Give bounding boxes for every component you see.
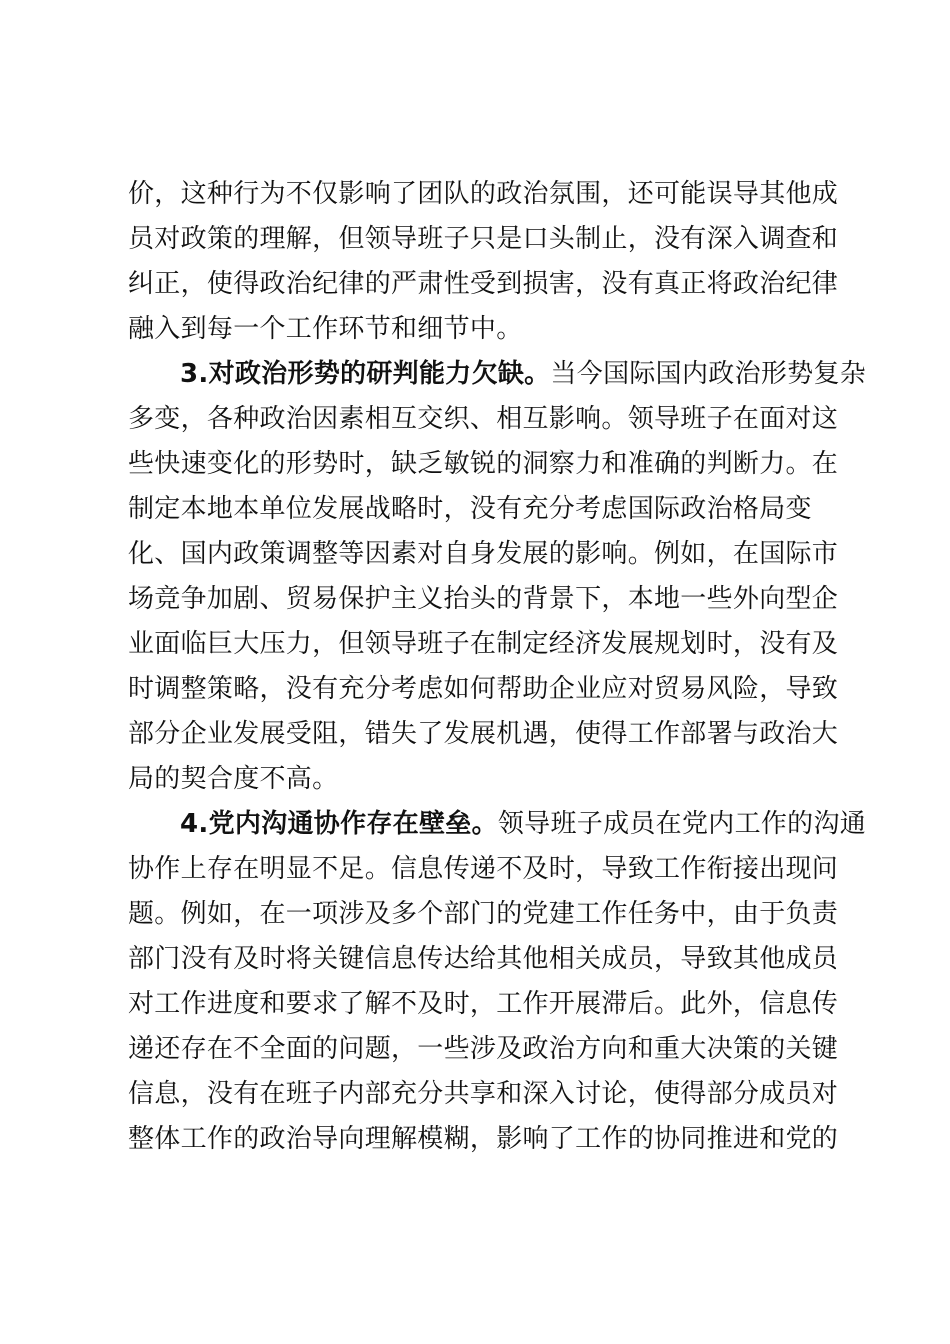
text-line: 整体工作的政治导向理解模糊，影响了工作的协同推进和党的 [128,1124,839,1154]
paragraph-1 [128,172,839,352]
text-line: 多变，各种政治因素相互交织、相互影响。领导班子在面对这 [128,404,839,434]
text-line: 递还存在不全面的问题，一些涉及政治方向和重大决策的关键 [128,1034,839,1064]
text-line: 化、国内政策调整等因素对自身发展的影响。例如，在国际市 [128,539,839,569]
text-run: 领导班子成员在党内工作的沟通 [497,809,867,839]
text-line: 业面临巨大压力，但领导班子在制定经济发展规划时，没有及 [128,629,839,659]
text-line: 部分企业发展受阻，错失了发展机遇，使得工作部署与政治大 [128,719,839,749]
text-line: 制定本地本单位发展战略时，没有充分考虑国际政治格局变 [128,494,812,524]
text-line: 时调整策略，没有充分考虑如何帮助企业应对贸易风险，导致 [128,674,839,704]
text-line: 题。例如，在一项涉及多个部门的党建工作任务中，由于负责 [128,899,839,929]
text-line-first [128,802,867,847]
text-run: 当今国际国内政治形势复杂 [550,359,867,389]
text-line: 融入到每一个工作环节和细节中。 [128,314,523,344]
text-line: 员对政策的理解，但领导班子只是口头制止，没有深入调查和 [128,224,839,254]
document-page [128,172,867,1162]
text-line: 些快速变化的形势时，缺乏敏锐的洞察力和准确的判断力。在 [128,449,839,479]
text-line: 对工作进度和要求了解不及时，工作开展滞后。此外，信息传 [128,989,839,1019]
text-line-first [128,352,867,397]
text-line: 信息，没有在班子内部充分共享和深入讨论，使得部分成员对 [128,1079,839,1109]
text-line: 局的契合度不高。 [128,764,339,794]
section-heading: 3.对政治形势的研判能力欠缺。 [180,359,551,389]
paragraph-2 [128,352,867,802]
text-line: 纠正，使得政治纪律的严肃性受到损害，没有真正将政治纪律 [128,269,839,299]
section-heading: 4.党内沟通协作存在壁垒。 [180,809,498,839]
paragraph-3 [128,802,867,1162]
text-line: 部门没有及时将关键信息传达给其他相关成员，导致其他成员 [128,944,839,974]
text-line: 场竞争加剧、贸易保护主义抬头的背景下，本地一些外向型企 [128,584,839,614]
text-line: 价，这种行为不仅影响了团队的政治氛围，还可能误导其他成 [128,179,839,209]
text-line: 协作上存在明显不足。信息传递不及时，导致工作衔接出现问 [128,854,839,884]
